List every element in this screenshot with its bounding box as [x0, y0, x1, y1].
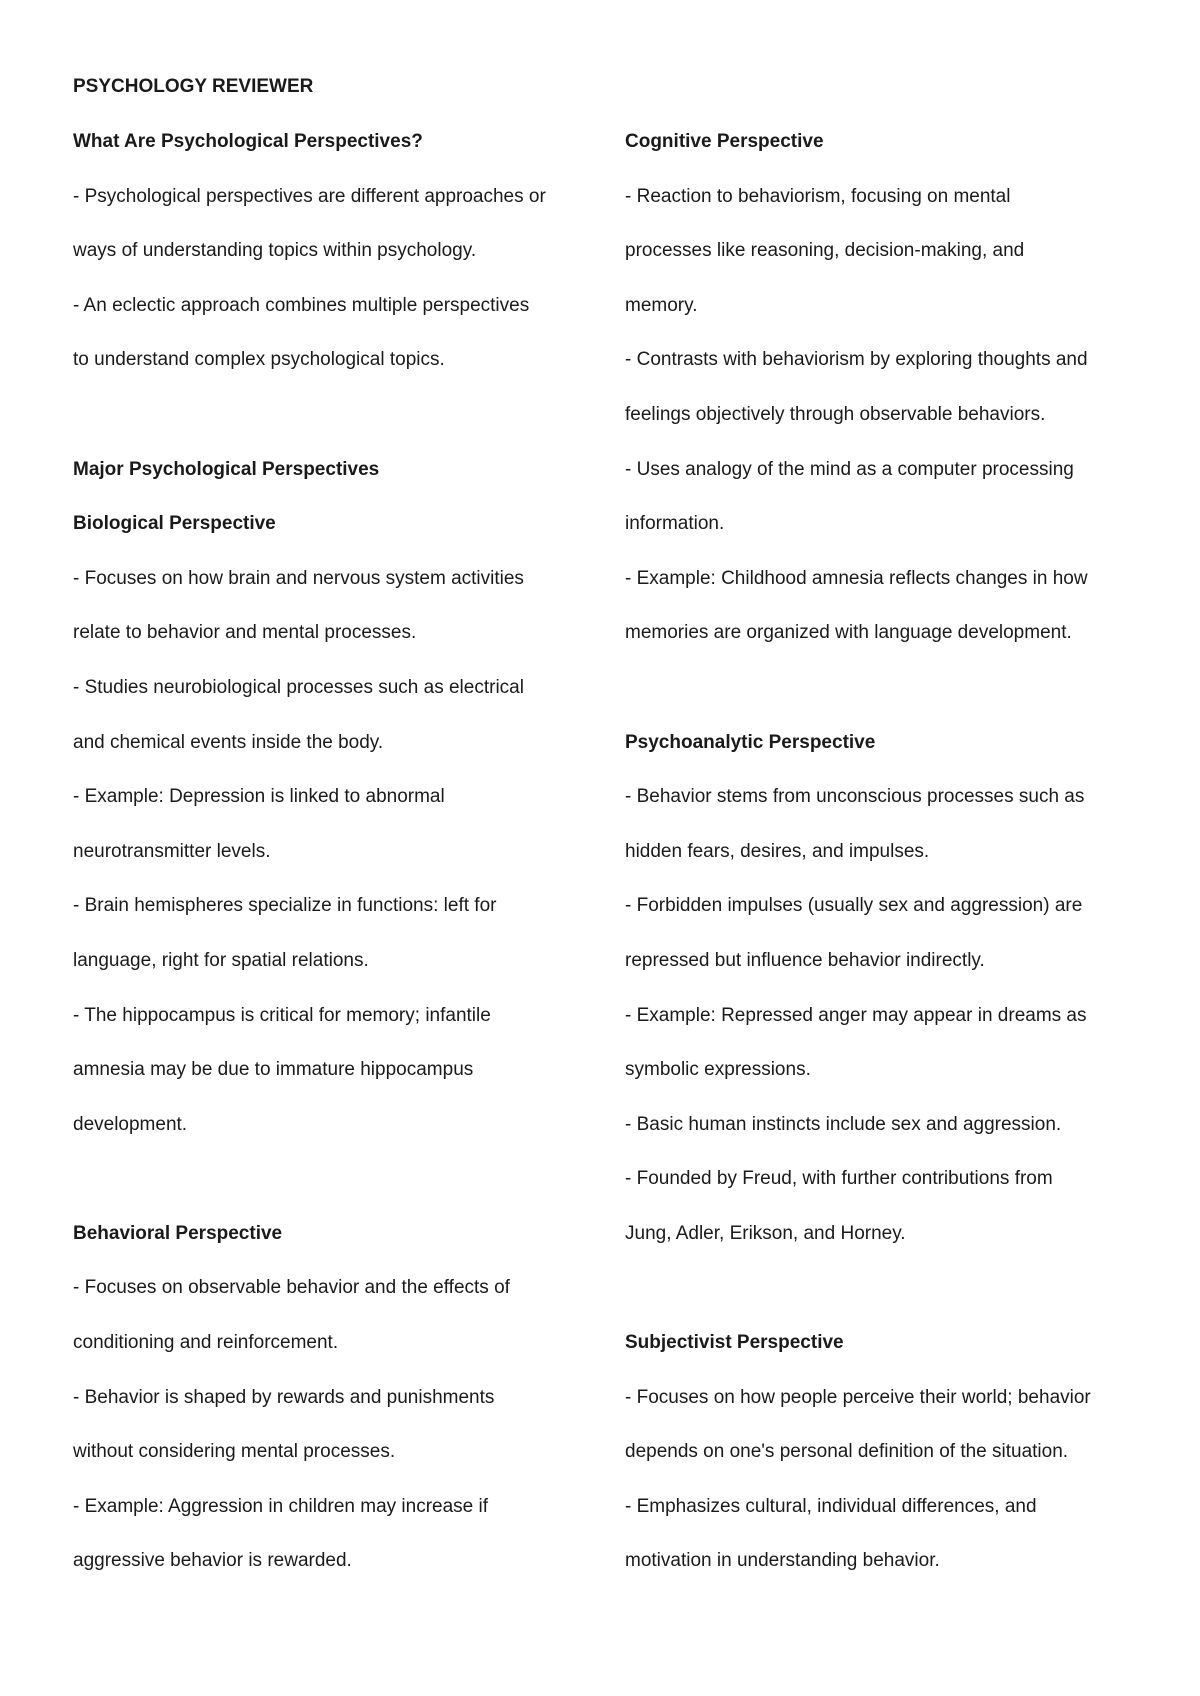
section-heading: Psychoanalytic Perspective: [625, 731, 876, 753]
right-column: [625, 127, 1135, 1601]
body-text-line: - Example: Repressed anger may appear in dreams as: [625, 1004, 1087, 1026]
blank-line: [73, 1164, 583, 1219]
body-text-line: depends on one's personal definition of the situation.: [625, 1441, 1069, 1463]
body-text-line: development.: [73, 1113, 188, 1135]
body-text-line: motivation in understanding behavior.: [625, 1550, 940, 1572]
body-text-line: - Example: Aggression in children may increase if: [73, 1495, 489, 1517]
body-text-line: - Focuses on observable behavior and the effects of: [73, 1277, 510, 1299]
body-text-line: - An eclectic approach combines multiple perspectives: [73, 294, 530, 316]
body-text-line: neurotransmitter levels.: [73, 840, 271, 862]
body-text-line: memory.: [625, 294, 698, 316]
body-text-line: - Psychological perspectives are different approaches or: [73, 185, 546, 207]
body-text-line: information.: [625, 513, 725, 535]
body-text-line: - Reaction to behaviorism, focusing on mental: [625, 185, 1011, 207]
blank-line: [625, 673, 1135, 728]
body-text-line: hidden fears, desires, and impulses.: [625, 840, 930, 862]
body-text-line: - Founded by Freud, with further contributions from: [625, 1168, 1053, 1190]
body-text-line: to understand complex psychological topics.: [73, 349, 445, 371]
body-text-line: and chemical events inside the body.: [73, 731, 384, 753]
body-text-line: relate to behavior and mental processes.: [73, 622, 417, 644]
body-text-line: - Behavior stems from unconscious processes such as: [625, 786, 1085, 808]
body-text-line: amnesia may be due to immature hippocampus: [73, 1059, 474, 1081]
body-text-line: - Focuses on how brain and nervous system activities: [73, 567, 524, 589]
body-text-line: feelings objectively through observable behaviors.: [625, 403, 1046, 425]
body-text-line: - Basic human instincts include sex and aggression.: [625, 1113, 1062, 1135]
body-text-line: repressed but influence behavior indirectly.: [625, 949, 985, 971]
blank-line: [73, 400, 583, 455]
body-text-line: - Contrasts with behaviorism by exploring thoughts and: [625, 349, 1088, 371]
section-heading: What Are Psychological Perspectives?: [73, 131, 423, 152]
body-text-line: - Studies neurobiological processes such as electrical: [73, 676, 524, 698]
section-heading: Cognitive Perspective: [625, 131, 824, 152]
body-text-line: - Example: Childhood amnesia reflects changes in how: [625, 567, 1088, 589]
body-text-line: aggressive behavior is rewarded.: [73, 1550, 352, 1572]
body-text-line: Jung, Adler, Erikson, and Horney.: [625, 1222, 906, 1244]
body-text-line: - Focuses on how people perceive their world; behavior: [625, 1386, 1091, 1408]
body-text-line: - Behavior is shaped by rewards and punishments: [73, 1386, 495, 1408]
body-text-line: conditioning and reinforcement.: [73, 1332, 339, 1354]
body-text-line: language, right for spatial relations.: [73, 949, 369, 971]
body-text-line: ways of understanding topics within psychology.: [73, 240, 477, 262]
body-text-line: memories are organized with language development.: [625, 622, 1072, 644]
left-column: [73, 127, 583, 1601]
body-text-line: processes like reasoning, decision-making, and: [625, 240, 1025, 262]
section-heading: Behavioral Perspective: [73, 1222, 283, 1244]
body-text-line: - Emphasizes cultural, individual differences, and: [625, 1495, 1037, 1517]
body-text-line: symbolic expressions.: [625, 1059, 811, 1081]
body-text-line: - Example: Depression is linked to abnormal: [73, 786, 445, 808]
document-title: PSYCHOLOGY REVIEWER: [73, 76, 314, 97]
section-heading: Biological Perspective: [73, 513, 276, 535]
section-heading: Subjectivist Perspective: [625, 1332, 844, 1354]
body-text-line: - Forbidden impulses (usually sex and aggression) are: [625, 895, 1083, 917]
body-text-line: without considering mental processes.: [73, 1441, 396, 1463]
body-text-line: - Brain hemispheres specialize in functions: left for: [73, 895, 497, 917]
body-text-line: - The hippocampus is critical for memory; infantile: [73, 1004, 491, 1026]
section-heading: Major Psychological Perspectives: [73, 458, 380, 480]
body-text-line: - Uses analogy of the mind as a computer processing: [625, 458, 1074, 480]
blank-line: [625, 1273, 1135, 1328]
